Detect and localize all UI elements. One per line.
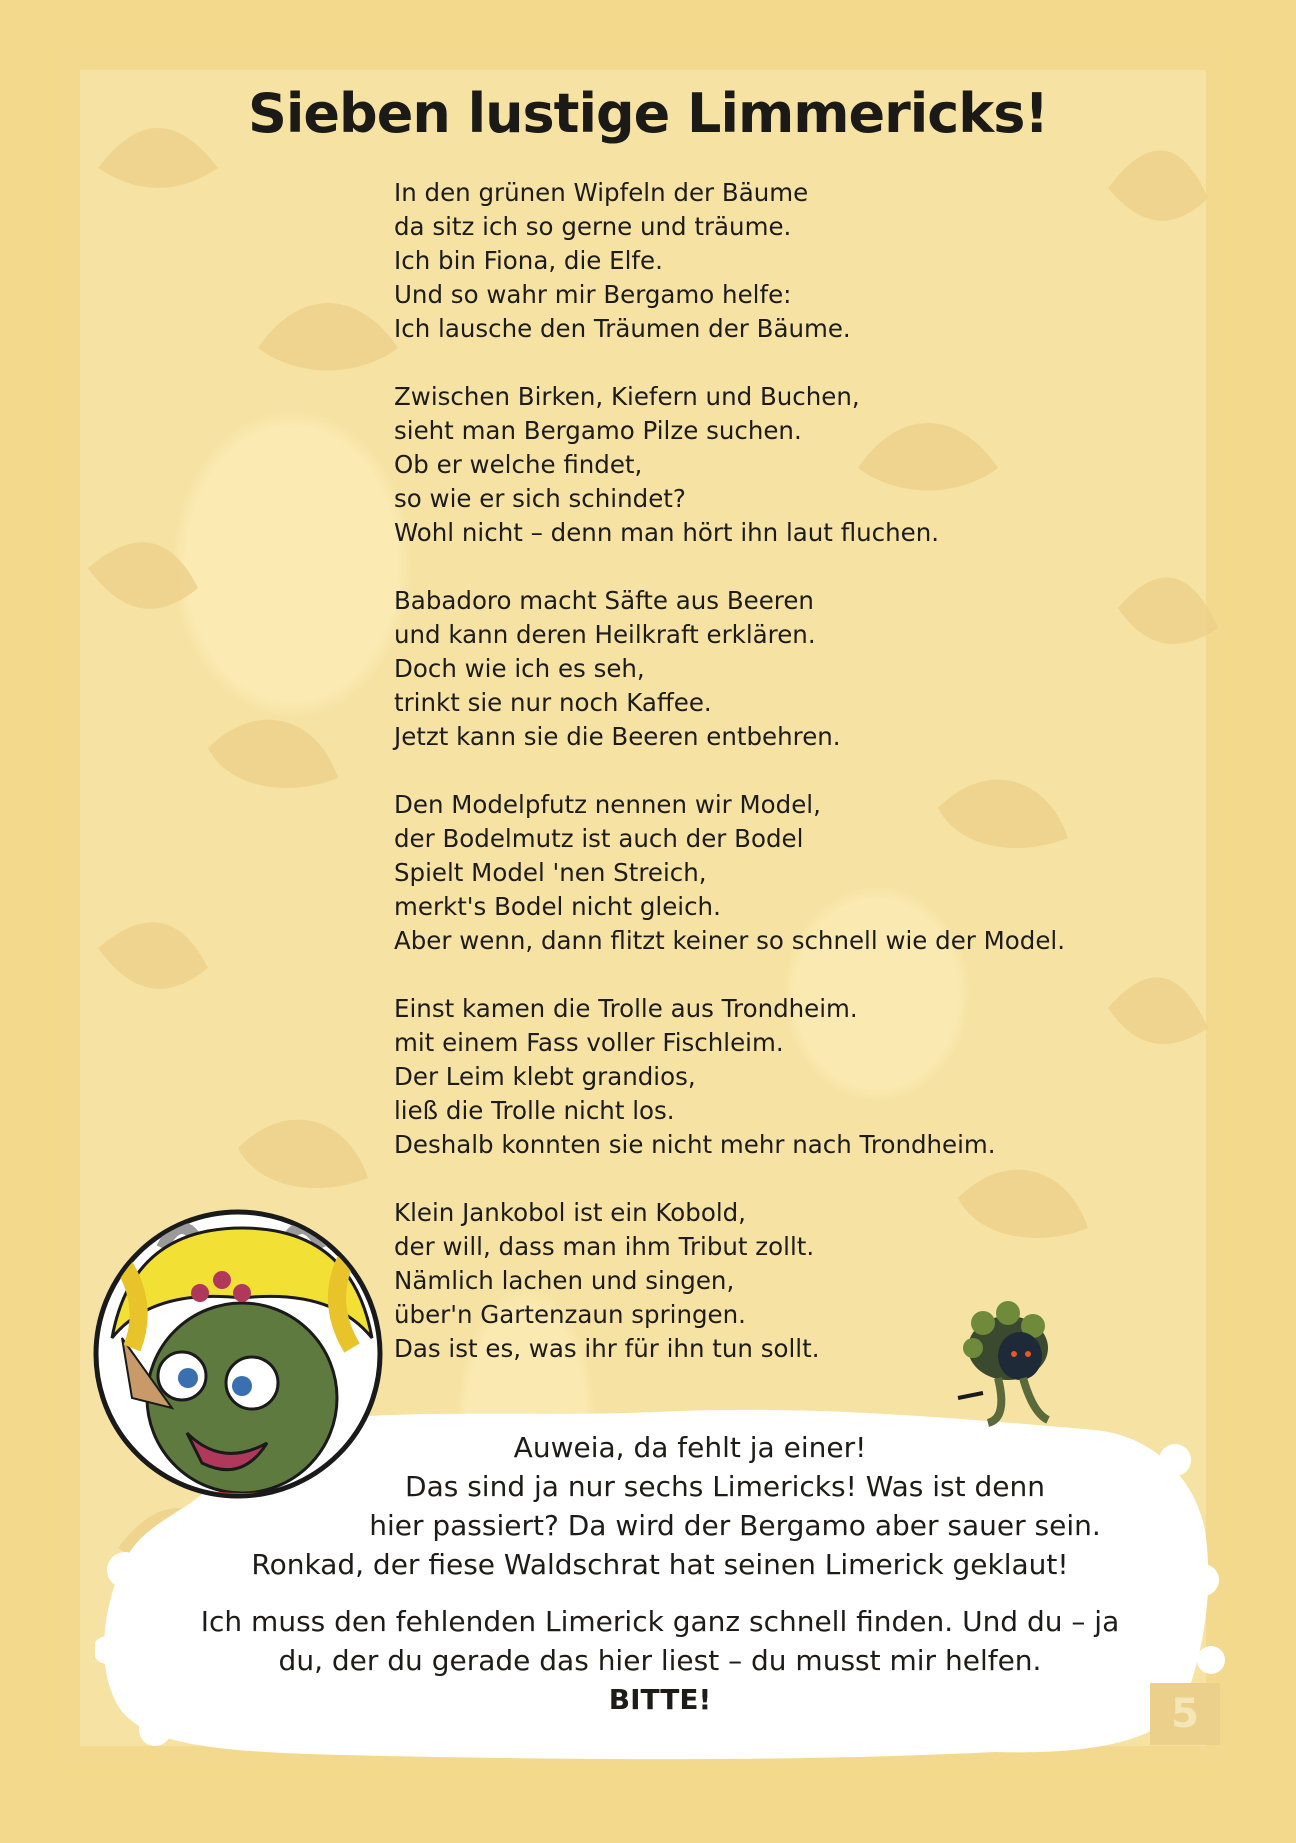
poem-line: Und so wahr mir Bergamo helfe:	[394, 280, 792, 309]
poem-line: mit einem Fass voller Fischleim.	[394, 1028, 784, 1057]
speech-text	[120, 1428, 1200, 1719]
poem-line: ließ die Trolle nicht los.	[394, 1096, 675, 1125]
ronkad-troll-icon	[948, 1298, 1068, 1428]
poem-line: Spielt Model 'nen Streich,	[394, 858, 707, 887]
poem-line: trinkt sie nur noch Kaffee.	[394, 688, 712, 717]
poem-line: Den Modelpfutz nennen wir Model,	[394, 790, 821, 819]
limerick-4	[394, 788, 1214, 958]
speech-line: Ich muss den fehlenden Limerick ganz schnell finden. Und du – ja	[200, 1605, 1120, 1638]
poem-line: Nämlich lachen und singen,	[394, 1266, 735, 1295]
page-title: Sieben lustige Limmericks!	[248, 82, 1048, 145]
speech-closing: BITTE!	[608, 1683, 712, 1716]
poem-line: Jetzt kann sie die Beeren entbehren.	[394, 722, 841, 751]
poem-line: Einst kamen die Trolle aus Trondheim.	[394, 994, 858, 1023]
poem-line: so wie er sich schindet?	[394, 484, 686, 513]
speech-line: hier passiert? Da wird der Bergamo aber sauer sein.	[369, 1509, 1101, 1542]
poem-line: Deshalb konnten sie nicht mehr nach Trondheim.	[394, 1130, 996, 1159]
page-number: 5	[1150, 1683, 1220, 1745]
speech-line: Das sind ja nur sechs Limericks! Was ist denn	[405, 1470, 1045, 1503]
poem-line: Doch wie ich es seh,	[394, 654, 645, 683]
limerick-5	[394, 992, 1214, 1162]
poem-line: Ich bin Fiona, die Elfe.	[394, 246, 663, 275]
poem-line: Aber wenn, dann flitzt keiner so schnell wie der Model.	[394, 926, 1065, 955]
poem-line: Ob er welche findet,	[394, 450, 643, 479]
poem-line: Wohl nicht – denn man hört ihn laut fluchen.	[394, 518, 940, 547]
limerick-list	[394, 176, 1214, 1400]
speech-line: Ronkad, der fiese Waldschrat hat seinen Limerick geklaut!	[251, 1548, 1069, 1581]
limerick-6	[394, 1196, 1214, 1366]
poem-line: Klein Jankobol ist ein Kobold,	[394, 1198, 746, 1227]
poem-line: Der Leim klebt grandios,	[394, 1062, 696, 1091]
limerick-3	[394, 584, 1214, 754]
speech-line: Auweia, da fehlt ja einer!	[513, 1431, 867, 1464]
poem-line: der Bodelmutz ist auch der Bodel	[394, 824, 804, 853]
limerick-2	[394, 380, 1214, 550]
poem-line: und kann deren Heilkraft erklären.	[394, 620, 816, 649]
speech-line: du, der du gerade das hier liest – du musst mir helfen.	[278, 1644, 1042, 1677]
poem-line: merkt's Bodel nicht gleich.	[394, 892, 721, 921]
poem-line: Ich lausche den Träumen der Bäume.	[394, 314, 851, 343]
poem-line: sieht man Bergamo Pilze suchen.	[394, 416, 802, 445]
poem-line: über'n Gartenzaun springen.	[394, 1300, 746, 1329]
poem-line: der will, dass man ihm Tribut zollt.	[394, 1232, 815, 1261]
poem-line: Das ist es, was ihr für ihn tun sollt.	[394, 1334, 820, 1363]
poem-line: Zwischen Birken, Kiefern und Buchen,	[394, 382, 860, 411]
poem-line: In den grünen Wipfeln der Bäume	[394, 178, 809, 207]
limerick-1	[394, 176, 1214, 346]
poem-line: da sitz ich so gerne und träume.	[394, 212, 792, 241]
poem-line: Babadoro macht Säfte aus Beeren	[394, 586, 814, 615]
